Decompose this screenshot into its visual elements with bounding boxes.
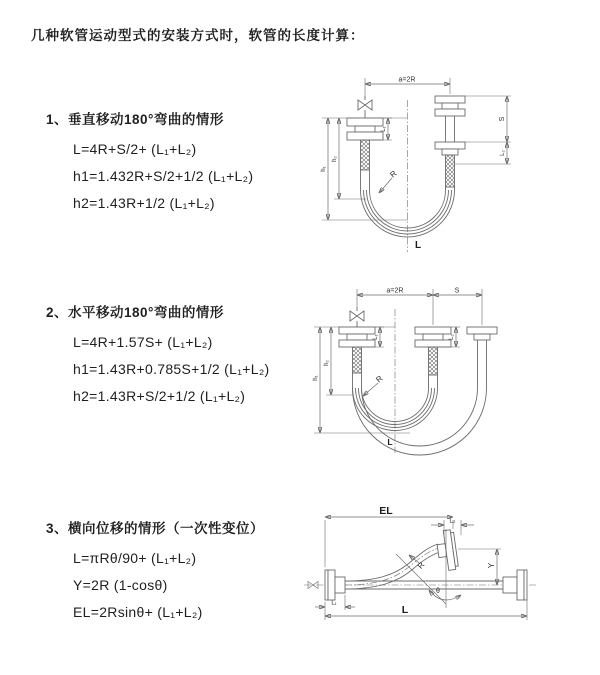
upper-fitting-displaced — [435, 529, 458, 571]
dim-label-l-total: L — [414, 240, 422, 251]
right-fitting-original — [503, 570, 527, 600]
right-fitting — [435, 96, 465, 187]
dim-label-theta: θ — [436, 588, 440, 595]
dim-label-el: EL — [379, 505, 393, 517]
top-span-dimension — [365, 77, 450, 97]
bend-radius-callout — [379, 169, 399, 193]
section-1-heading: 1、垂直移动180°弯曲的情形 — [46, 112, 224, 127]
dim-label-r: R — [374, 373, 385, 385]
dim-label-h2: h₂ — [332, 156, 338, 162]
formula-l: L=4R+S/2+ (L₁+L₂) — [73, 141, 197, 157]
braided-hose-section — [353, 347, 362, 373]
section-lateral-displacement — [46, 519, 264, 626]
section-2-heading: 2、水平移动180°弯曲的情形 — [46, 305, 224, 320]
dim-label-h2: h₂ — [324, 360, 330, 366]
u-bend-hose-position2 — [353, 340, 487, 455]
dim-label-l2: L₂ — [449, 334, 455, 340]
bend-radius-callout — [409, 555, 427, 570]
dim-label-s: S — [454, 287, 460, 295]
left-fitting — [347, 118, 383, 170]
section-horizontal-180 — [46, 303, 270, 410]
dim-label-h1: h₁ — [313, 375, 319, 381]
dim-label-l-total: L — [387, 437, 393, 447]
formula-y: Y=2R (1-cosθ) — [73, 577, 168, 593]
formula-h2: h2=1.43R+1/2 (L₁+L₂) — [73, 195, 215, 211]
dim-label-a2r: a=2R — [386, 287, 404, 295]
diagram-horizontal-180-bend — [306, 283, 600, 461]
left-fitting — [325, 570, 345, 600]
left-fitting — [339, 327, 375, 373]
braided-hose-section — [429, 347, 438, 375]
section-3-heading: 3、横向位移的情形（一次性变位） — [46, 521, 265, 536]
formula-l: L=4R+1.57S+ (L₁+L₂) — [73, 334, 213, 350]
formula-h1: h1=1.43R+0.785S+1/2 (L₁+L₂) — [73, 361, 270, 377]
stroke-dimension-right — [455, 96, 511, 164]
formula-h2: h2=1.43R+S/2+1/2 (L₁+L₂) — [73, 388, 246, 404]
valve-icon — [358, 96, 372, 118]
dim-label-l1: L₁ — [331, 600, 337, 607]
dim-label-s: S — [499, 116, 506, 122]
diagram-lateral-displacement — [298, 503, 600, 655]
middle-fitting — [415, 327, 451, 375]
braided-hose-section — [361, 140, 370, 170]
dim-label-l1: L₁ — [373, 334, 379, 340]
formula-l: L=πRθ/90+ (L₁+L₂) — [73, 550, 197, 566]
bend-radius-callout — [363, 374, 385, 396]
y-offset-dimension — [458, 549, 501, 585]
el-dimension — [325, 505, 453, 567]
right-fitting-shifted — [467, 327, 497, 340]
dim-label-a2r: a=2R — [398, 76, 416, 84]
dim-label-y: Y — [487, 562, 496, 569]
total-length-dimension — [325, 600, 527, 620]
section-vertical-180 — [46, 110, 253, 217]
dim-label-l2: L₂ — [500, 150, 506, 156]
dim-label-l2: L₂ — [449, 517, 456, 525]
dim-label-r: R — [415, 560, 427, 571]
top-span-dimensions — [357, 288, 482, 326]
dim-label-l1: L₁ — [381, 126, 387, 132]
dim-label-r: R — [388, 168, 399, 180]
formula-el: EL=2Rsinθ+ (L₁+L₂) — [73, 604, 203, 620]
formula-h1: h1=1.432R+S/2+1/2 (L₁+L₂) — [73, 168, 254, 184]
dim-label-h1: h₁ — [321, 166, 327, 172]
page-title: 几种软管运动型式的安装方式时，软管的长度计算： — [31, 28, 365, 43]
bend-angle-callout — [429, 588, 461, 600]
dim-label-l-total: L — [401, 604, 409, 616]
valve-icon — [350, 307, 364, 327]
braided-hose-section — [446, 155, 455, 187]
diagram-vertical-180-bend — [308, 72, 600, 262]
